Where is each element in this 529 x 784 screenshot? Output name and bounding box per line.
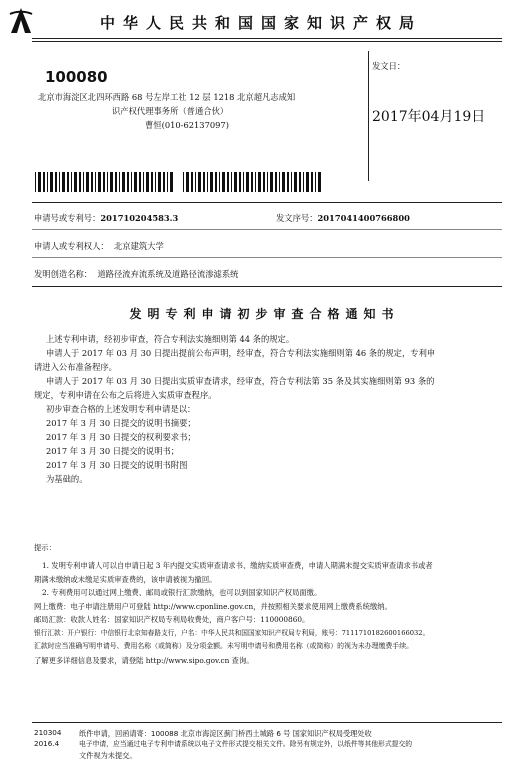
postcode: 100080 xyxy=(45,68,108,86)
header-rule-2 xyxy=(32,41,502,42)
barcode-bar xyxy=(186,172,189,192)
section-rule-2 xyxy=(32,286,502,287)
hints-label: 提示： xyxy=(34,543,56,552)
barcode-bar xyxy=(83,172,84,192)
barcode-bar xyxy=(263,172,265,192)
hint-line: 期满未缴纳或未缴足实质审查费的，该申请被视为撤回。 xyxy=(34,574,217,584)
notice-paragraph: 初步审查合格的上述发明专利申请是以： xyxy=(46,404,196,414)
notice-paragraph: 2017 年 3 月 30 日提交的说明书摘要； xyxy=(46,418,196,428)
serial-number-label: 发文序号： xyxy=(276,213,318,223)
barcode-bar xyxy=(62,172,65,192)
barcode-bar xyxy=(219,172,220,192)
barcode-bar xyxy=(139,172,141,192)
barcode-bar xyxy=(258,172,261,192)
barcode-bar xyxy=(119,172,120,192)
section-rule-1 xyxy=(32,202,502,203)
barcode-bar xyxy=(115,172,117,192)
field-rule-1 xyxy=(32,229,502,230)
footer-line: 纸件申请，回函请寄：100088 北京市海淀区蓟门桥西土城路 6 号 国家知识产权局受理处收 xyxy=(79,729,372,738)
barcode-bar xyxy=(294,172,297,192)
barcode-bar xyxy=(287,172,289,192)
barcode-bar xyxy=(239,172,241,192)
barcode-bar xyxy=(95,172,96,192)
address-line-2: 识产权代理事务所（普通合伙） xyxy=(112,106,229,116)
barcode-bar xyxy=(131,172,132,192)
barcode-bar xyxy=(315,172,316,192)
barcode-bar xyxy=(127,172,129,192)
notice-title: 发明专利申请初步审查合格通知书 xyxy=(129,307,400,321)
hint-line: 邮局汇款：收款人姓名：国家知识产权局专利局收费处，商户客户号：110000860。 xyxy=(34,615,310,624)
barcode-bar xyxy=(103,172,105,192)
hint-line: 2. 专利费用可以通过网上缴费、邮局或银行汇款缴纳，也可以到国家知识产权局面缴。 xyxy=(42,588,322,597)
barcode-bar xyxy=(170,172,173,192)
footer-text xyxy=(79,728,509,761)
barcode-bar xyxy=(167,172,168,192)
agency-title: 中华人民共和国国家知识产权局 xyxy=(100,14,423,32)
barcode-bar xyxy=(55,172,57,192)
barcode-bar xyxy=(318,172,321,192)
barcode-bar xyxy=(306,172,309,192)
barcode-bar xyxy=(267,172,268,192)
notice-paragraph: 申请人于 2017 年 03 月 30 日提出提前公布声明，经审查，符合专利法实施细则第 46 条的规定，专利申 xyxy=(46,348,436,358)
invention-title: 道路径流弃流系统及道路径流渗滤系统 xyxy=(97,269,239,279)
header-rule xyxy=(32,38,502,39)
barcode-bar xyxy=(270,172,273,192)
barcode-bar xyxy=(158,172,161,192)
cnipa-logo-icon xyxy=(8,6,34,36)
barcode-bar xyxy=(143,172,144,192)
barcode-bar xyxy=(50,172,53,192)
barcode-bar xyxy=(255,172,256,192)
barcode-bar xyxy=(47,172,48,192)
date-label: 发文日： xyxy=(372,61,406,71)
notice-paragraph: 申请人于 2017 年 03 月 30 日提出实质审查请求，经审查，符合专利法第 35 条及其实施细则第 93 条的 xyxy=(46,376,435,386)
hint-line: 1. 发明专利申请人可以自申请日起 3 年内提交实质审查请求书、缴纳实质审查费，申请人期满未提交实质审查请求书或者 xyxy=(42,561,433,570)
form-version: 2016.4 xyxy=(34,739,60,748)
barcode-bar xyxy=(163,172,165,192)
barcode-bar xyxy=(110,172,113,192)
notice-paragraph: 2017 年 3 月 30 日提交的说明书附图 xyxy=(46,460,188,470)
barcode-bar xyxy=(222,172,225,192)
barcode-bar xyxy=(234,172,237,192)
barcode-bar xyxy=(210,172,213,192)
barcode-bar xyxy=(86,172,89,192)
hint-line: 银行汇款：开户银行：中信银行北京知春路支行，户名：中华人民共和国国家知识产权局专利局，账号：7111710182600166032。 xyxy=(34,628,430,637)
notice-paragraph: 上述专利申请，经初步审查，符合专利法实施细则第 44 条的规定。 xyxy=(46,334,295,344)
invention-row xyxy=(34,268,238,280)
address-line-1: 北京市海淀区北四环西路 68 号左岸工社 12 层 1218 北京超凡志成知 xyxy=(38,92,296,102)
barcode-bar xyxy=(231,172,232,192)
barcode-bar xyxy=(43,172,45,192)
applicant-row xyxy=(34,240,164,252)
application-number: 201710204583.3 xyxy=(100,213,179,223)
barcode-bar xyxy=(191,172,193,192)
barcode-bar xyxy=(74,172,77,192)
field-rule-2 xyxy=(32,257,502,258)
barcode-bar xyxy=(59,172,60,192)
applicant-name: 北京建筑大学 xyxy=(113,241,164,251)
barcode-bar xyxy=(279,172,280,192)
barcode-bar xyxy=(203,172,205,192)
barcode-bar xyxy=(246,172,249,192)
barcode-bar xyxy=(291,172,292,192)
hint-line: 了解更多详细信息及要求，请登陆 http://www.sipo.gov.cn 查询。 xyxy=(34,655,254,665)
barcode-bar xyxy=(91,172,93,192)
application-number-label: 申请号或专利号： xyxy=(34,213,101,223)
barcode-bar xyxy=(198,172,201,192)
notice-paragraph: 请进入公布准备程序。 xyxy=(34,362,117,372)
notice-body xyxy=(34,332,504,486)
barcode-bar xyxy=(134,172,137,192)
notice-paragraph: 2017 年 3 月 30 日提交的说明书； xyxy=(46,446,180,456)
barcode-right xyxy=(183,172,323,192)
barcode-bar xyxy=(107,172,108,192)
serial-number-row xyxy=(276,212,410,224)
barcode-left xyxy=(35,172,175,192)
barcode-bar xyxy=(155,172,156,192)
notice-paragraph: 规定，专利申请在公布之后将进入实质审查程序。 xyxy=(34,390,217,400)
barcode-bar xyxy=(122,172,125,192)
barcode-bar xyxy=(151,172,153,192)
barcode-bar xyxy=(311,172,313,192)
form-code: 210304 xyxy=(34,728,62,737)
barcode-bar xyxy=(67,172,69,192)
barcode-bar xyxy=(243,172,244,192)
barcode-bar xyxy=(275,172,277,192)
application-number-row xyxy=(34,212,178,224)
barcode-bar xyxy=(303,172,304,192)
notice-paragraph: 2017 年 3 月 30 日提交的权利要求书； xyxy=(46,432,196,442)
barcode-bar xyxy=(282,172,285,192)
issue-date: 2017年04月19日 xyxy=(372,109,486,125)
address-contact: 曹恒(010-62137097) xyxy=(145,120,229,130)
barcode-bar xyxy=(207,172,208,192)
applicant-label: 申请人或专利权人： xyxy=(34,241,109,251)
barcode-bar xyxy=(183,172,184,192)
barcode-bar xyxy=(98,172,101,192)
barcode-bar xyxy=(38,172,41,192)
serial-number: 2017041400766800 xyxy=(317,213,410,223)
barcode-bar xyxy=(215,172,217,192)
hint-line: 汇款时应当准确写明申请号、费用名称（或简称）及分项金额。未写明申请号和费用名称（或简称）的视为未办理缴费手续。 xyxy=(34,642,413,650)
hints-body xyxy=(34,559,504,667)
notice-paragraph: 为基础的。 xyxy=(46,474,88,484)
barcode-bar xyxy=(71,172,72,192)
footer-rule xyxy=(32,722,502,723)
hint-line: 网上缴费：电子申请注册用户可登陆 http://www.cponline.gov.cn，并按照相关要求使用网上缴费系统缴纳。 xyxy=(34,601,392,611)
barcode-bar xyxy=(251,172,253,192)
barcode-bar xyxy=(195,172,196,192)
barcode-bar xyxy=(299,172,301,192)
barcode-bar xyxy=(35,172,36,192)
barcode-bar xyxy=(79,172,81,192)
footer-line: 文件视为未提交。 xyxy=(79,751,137,760)
barcode-bar xyxy=(146,172,149,192)
barcode-bar xyxy=(227,172,229,192)
invention-label: 发明创造名称： xyxy=(34,269,93,279)
footer-line: 电子申请，应当通过电子专利申请系统以电子文件形式提交相关文件。除另有规定外，以纸件等其他形式提交的 xyxy=(79,740,413,748)
